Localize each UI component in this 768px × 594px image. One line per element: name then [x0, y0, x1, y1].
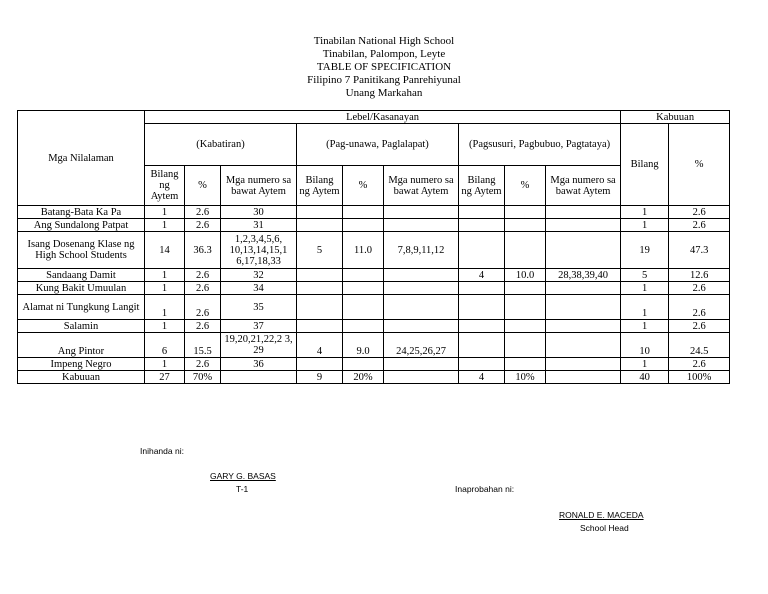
kabatiran-count: 1 — [145, 269, 185, 282]
pag-unawa-pct: 20% — [343, 371, 384, 384]
topic-name: Kabuuan — [18, 371, 145, 384]
pagsusuri-items — [546, 206, 621, 219]
kabatiran-pct: 2.6 — [185, 320, 221, 333]
pag-unawa-count: 4 — [297, 333, 343, 358]
pag-unawa-count — [297, 269, 343, 282]
quarter-title: Unang Markahan — [345, 87, 423, 99]
total-count: 1 — [621, 282, 669, 295]
kabatiran-items: 32 — [221, 269, 297, 282]
kabatiran-items: 37 — [221, 320, 297, 333]
total-count: 10 — [621, 333, 669, 358]
topic-name: Sandaang Damit — [18, 269, 145, 282]
prepared-by-title: T-1 — [236, 484, 249, 494]
header-group-pagsusuri: (Pagsusuri, Pagbubuo, Pagtataya) — [459, 124, 621, 166]
total-pct: 2.6 — [669, 295, 730, 320]
pag-unawa-items — [384, 358, 459, 371]
pag-unawa-count — [297, 219, 343, 232]
kabatiran-items: 36 — [221, 358, 297, 371]
kabatiran-items: 1,2,3,4,5,6, 10,13,14,15,1 6,17,18,33 — [221, 232, 297, 269]
subheader-count: Bilang ng Aytem — [297, 166, 343, 206]
pagsusuri-pct — [505, 282, 546, 295]
pag-unawa-pct — [343, 295, 384, 320]
kabatiran-count: 14 — [145, 232, 185, 269]
table-row — [18, 219, 730, 232]
header-group-pag-unawa: (Pag-unawa, Paglalapat) — [297, 124, 459, 166]
kabatiran-count: 1 — [145, 320, 185, 333]
subheader-pct: % — [185, 166, 221, 206]
total-pct: 100% — [669, 371, 730, 384]
pag-unawa-pct — [343, 320, 384, 333]
table-row — [18, 295, 730, 320]
pag-unawa-count — [297, 320, 343, 333]
kabatiran-items: 31 — [221, 219, 297, 232]
pagsusuri-count — [459, 232, 505, 269]
header-total-pct: % — [669, 124, 730, 206]
header-total-count: Bilang — [621, 124, 669, 206]
totals-row — [18, 371, 730, 384]
pag-unawa-items: 7,8,9,11,12 — [384, 232, 459, 269]
pagsusuri-count — [459, 358, 505, 371]
pagsusuri-pct — [505, 320, 546, 333]
pagsusuri-items — [546, 219, 621, 232]
header-total: Kabuuan — [621, 111, 730, 124]
pagsusuri-items — [546, 295, 621, 320]
total-pct: 47.3 — [669, 232, 730, 269]
kabatiran-items: 34 — [221, 282, 297, 295]
kabatiran-items — [221, 371, 297, 384]
pagsusuri-count — [459, 282, 505, 295]
kabatiran-pct: 2.6 — [185, 295, 221, 320]
pagsusuri-count — [459, 295, 505, 320]
total-pct: 24.5 — [669, 333, 730, 358]
kabatiran-pct: 15.5 — [185, 333, 221, 358]
kabatiran-pct: 70% — [185, 371, 221, 384]
header-level: Lebel/Kasanayan — [145, 111, 621, 124]
table-row — [18, 232, 730, 269]
subheader-items: Mga numero sa bawat Aytem — [384, 166, 459, 206]
pag-unawa-items — [384, 295, 459, 320]
total-pct: 2.6 — [669, 206, 730, 219]
pag-unawa-count — [297, 206, 343, 219]
pagsusuri-count — [459, 320, 505, 333]
header-content: Mga Nilalaman — [18, 111, 145, 206]
pag-unawa-pct — [343, 358, 384, 371]
total-pct: 2.6 — [669, 219, 730, 232]
total-count: 1 — [621, 320, 669, 333]
document-title: TABLE OF SPECIFICATION — [316, 61, 452, 73]
topic-name: Ang Pintor — [18, 333, 145, 358]
pag-unawa-items — [384, 269, 459, 282]
table-row — [18, 269, 730, 282]
pagsusuri-items — [546, 371, 621, 384]
pag-unawa-items — [384, 371, 459, 384]
kabatiran-count: 1 — [145, 206, 185, 219]
pag-unawa-items — [384, 206, 459, 219]
topic-name: Isang Dosenang Klase ng High School Students — [18, 232, 145, 269]
pagsusuri-items — [546, 358, 621, 371]
pagsusuri-items — [546, 282, 621, 295]
topic-name: Alamat ni Tungkung Langit — [18, 295, 145, 320]
pag-unawa-items: 24,25,26,27 — [384, 333, 459, 358]
pag-unawa-items — [384, 320, 459, 333]
pagsusuri-pct — [505, 232, 546, 269]
pagsusuri-count — [459, 219, 505, 232]
kabatiran-pct: 2.6 — [185, 219, 221, 232]
pagsusuri-pct — [505, 206, 546, 219]
kabatiran-items: 19,20,21,22,2 3, 29 — [221, 333, 297, 358]
total-count: 1 — [621, 295, 669, 320]
pagsusuri-count: 4 — [459, 371, 505, 384]
pagsusuri-items — [546, 333, 621, 358]
table-row — [18, 320, 730, 333]
pag-unawa-count — [297, 358, 343, 371]
total-count: 1 — [621, 358, 669, 371]
pagsusuri-items: 28,38,39,40 — [546, 269, 621, 282]
table-row — [18, 333, 730, 358]
topic-name: Impeng Negro — [18, 358, 145, 371]
total-count: 19 — [621, 232, 669, 269]
pagsusuri-count — [459, 333, 505, 358]
document-header — [0, 35, 768, 100]
total-count: 1 — [621, 206, 669, 219]
pagsusuri-count: 4 — [459, 269, 505, 282]
pag-unawa-count: 5 — [297, 232, 343, 269]
pagsusuri-pct — [505, 358, 546, 371]
pag-unawa-pct — [343, 206, 384, 219]
pag-unawa-count: 9 — [297, 371, 343, 384]
topic-name: Ang Sundalong Patpat — [18, 219, 145, 232]
subheader-pct: % — [505, 166, 546, 206]
table-row — [18, 282, 730, 295]
pag-unawa-items — [384, 282, 459, 295]
total-pct: 2.6 — [669, 358, 730, 371]
approved-by-name: RONALD E. MACEDA — [559, 510, 644, 520]
topic-name: Batang-Bata Ka Pa — [18, 206, 145, 219]
pag-unawa-pct: 11.0 — [343, 232, 384, 269]
pagsusuri-items — [546, 232, 621, 269]
pag-unawa-items — [384, 219, 459, 232]
kabatiran-items: 30 — [221, 206, 297, 219]
kabatiran-pct: 36.3 — [185, 232, 221, 269]
table-row — [18, 206, 730, 219]
table-row — [18, 358, 730, 371]
school-address: Tinabilan, Palompon, Leyte — [322, 48, 446, 60]
pagsusuri-pct — [505, 333, 546, 358]
pagsusuri-items — [546, 320, 621, 333]
pagsusuri-pct — [505, 219, 546, 232]
kabatiran-items: 35 — [221, 295, 297, 320]
subheader-items: Mga numero sa bawat Aytem — [221, 166, 297, 206]
total-count: 1 — [621, 219, 669, 232]
specification-table — [17, 110, 730, 384]
subheader-count: Bilang ng Aytem — [145, 166, 185, 206]
kabatiran-pct: 2.6 — [185, 206, 221, 219]
header-group-kabatiran: (Kabatiran) — [145, 124, 297, 166]
kabatiran-count: 1 — [145, 219, 185, 232]
pagsusuri-pct: 10% — [505, 371, 546, 384]
prepared-by-name: GARY G. BASAS — [210, 471, 276, 481]
prepared-by-label: Inihanda ni: — [140, 446, 184, 456]
pag-unawa-pct: 9.0 — [343, 333, 384, 358]
topic-name: Salamin — [18, 320, 145, 333]
pagsusuri-pct: 10.0 — [505, 269, 546, 282]
kabatiran-count: 6 — [145, 333, 185, 358]
total-pct: 2.6 — [669, 320, 730, 333]
total-count: 5 — [621, 269, 669, 282]
pag-unawa-pct — [343, 282, 384, 295]
kabatiran-pct: 2.6 — [185, 269, 221, 282]
kabatiran-count: 1 — [145, 282, 185, 295]
school-name: Tinabilan National High School — [313, 35, 455, 47]
pag-unawa-count — [297, 282, 343, 295]
pagsusuri-count — [459, 206, 505, 219]
kabatiran-count: 27 — [145, 371, 185, 384]
pag-unawa-count — [297, 295, 343, 320]
approved-by-label: Inaprobahan ni: — [455, 484, 515, 494]
kabatiran-count: 1 — [145, 295, 185, 320]
pagsusuri-pct — [505, 295, 546, 320]
kabatiran-pct: 2.6 — [185, 282, 221, 295]
subject-title: Filipino 7 Panitikang Panrehiyunal — [307, 74, 461, 86]
kabatiran-count: 1 — [145, 358, 185, 371]
total-count: 40 — [621, 371, 669, 384]
kabatiran-pct: 2.6 — [185, 358, 221, 371]
subheader-pct: % — [343, 166, 384, 206]
total-pct: 12.6 — [669, 269, 730, 282]
approved-by-title: School Head — [580, 523, 629, 533]
pag-unawa-pct — [343, 219, 384, 232]
pag-unawa-pct — [343, 269, 384, 282]
subheader-items: Mga numero sa bawat Aytem — [546, 166, 621, 206]
total-pct: 2.6 — [669, 282, 730, 295]
topic-name: Kung Bakit Umuulan — [18, 282, 145, 295]
subheader-count: Bilang ng Aytem — [459, 166, 505, 206]
